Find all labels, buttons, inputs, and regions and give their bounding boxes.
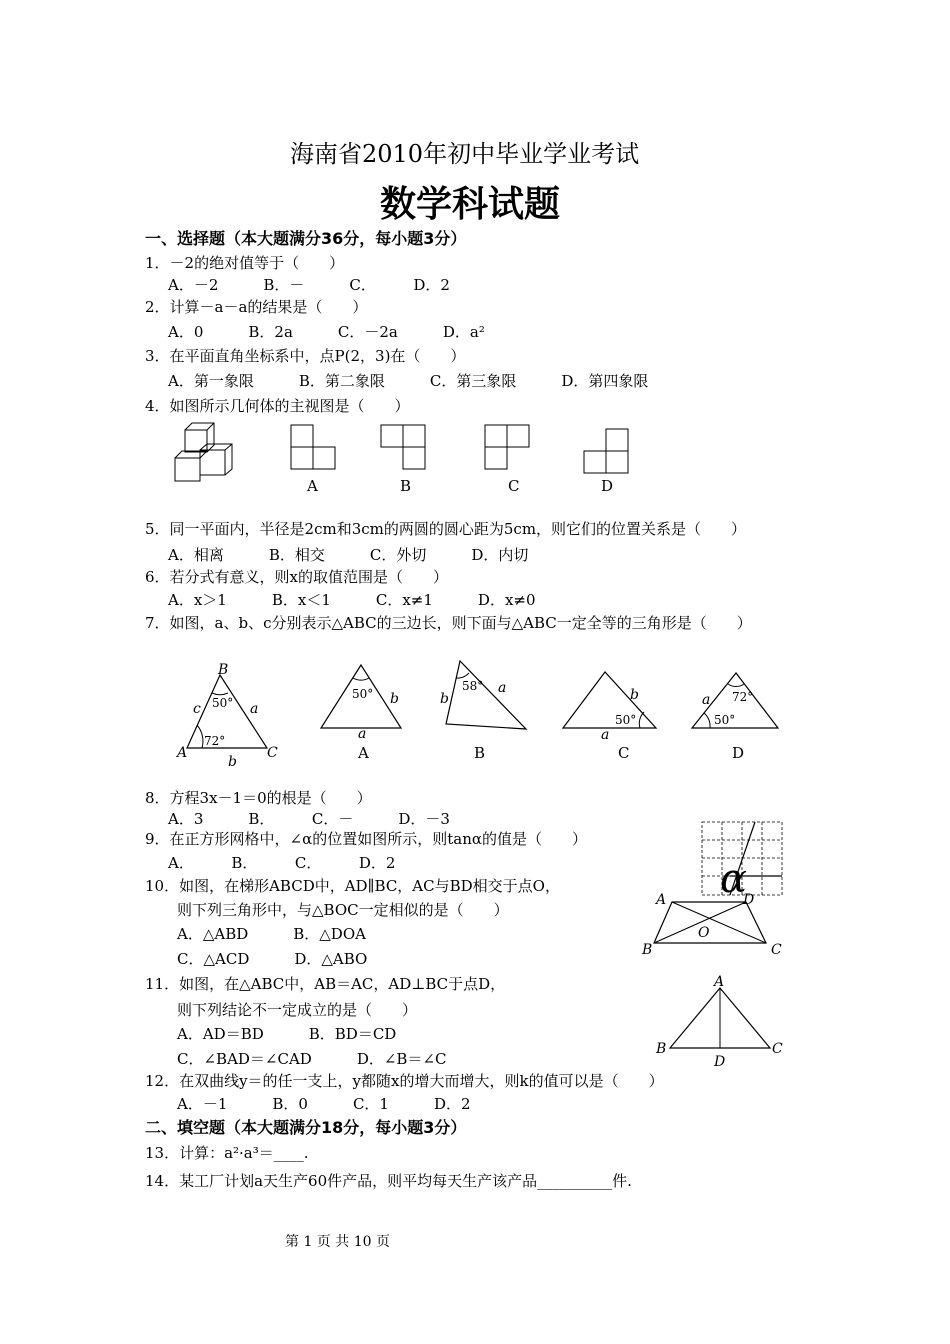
q7-main-side-a: a bbox=[250, 701, 259, 717]
q8-options: A．3 B． C．－ D．－3 bbox=[168, 810, 450, 828]
q7-a-side-b: b bbox=[390, 691, 399, 707]
q7-d-angle-left: 50° bbox=[714, 713, 736, 727]
q4-label-d: D bbox=[601, 477, 614, 495]
q7-main-side-c: c bbox=[193, 701, 201, 717]
q14-stem: 14．某工厂计划a天生产60件产品，则平均每天生产该产品__________件. bbox=[145, 1172, 632, 1190]
q4-option-c-figure bbox=[484, 424, 534, 474]
q7-label-a: A bbox=[358, 744, 369, 762]
q7-main-vertex-c: C bbox=[267, 745, 278, 761]
q7-main-vertex-b: B bbox=[218, 662, 229, 678]
q7-label-b: B bbox=[474, 744, 486, 762]
q10-vertex-a: A bbox=[656, 892, 667, 908]
q11-stem: 11．如图，在△ABC中，AB＝AC，AD⊥BC于点D， bbox=[145, 975, 506, 993]
q7-label-d: D bbox=[732, 744, 745, 762]
q11-options-line1: A．AD＝BD B．BD＝CD bbox=[177, 1025, 397, 1043]
q7-option-a-triangle bbox=[318, 660, 408, 740]
q7-a-side-a: a bbox=[358, 726, 367, 742]
q9-options: A． B． C． D．2 bbox=[168, 854, 396, 872]
q6-options: A．x＞1 B．x＜1 C．x≠1 D．x≠0 bbox=[168, 591, 536, 609]
q7-c-side-b: b bbox=[630, 687, 639, 703]
q7-option-d-triangle bbox=[690, 668, 785, 738]
q7-main-vertex-a: A bbox=[177, 745, 188, 761]
q11-stem-line2: 则下列结论不一定成立的是（ ） bbox=[177, 1001, 418, 1019]
section-heading-choice: 一、选择题（本大题满分36分，每小题3分） bbox=[145, 229, 467, 248]
q7-main-triangle bbox=[170, 660, 290, 770]
q11-point-d: D bbox=[714, 1054, 726, 1070]
q10-trapezoid-figure bbox=[640, 888, 790, 960]
q10-stem-line2: 则下列三角形中，与△BOC一定相似的是（ ） bbox=[177, 901, 509, 919]
q7-b-angle: 58° bbox=[462, 679, 484, 693]
q7-a-angle: 50° bbox=[352, 687, 374, 701]
q4-label-c: C bbox=[508, 477, 520, 495]
q1-options: A．－2 B．－ C． D．2 bbox=[168, 276, 450, 294]
q9-stem: 9．在正方形网格中，∠α的位置如图所示，则tanα的值是（ ） bbox=[145, 830, 588, 848]
q4-option-a-figure bbox=[290, 424, 340, 474]
q7-d-side-a: a bbox=[702, 692, 711, 708]
q9-alpha-label: α bbox=[720, 856, 748, 902]
q2-stem: 2．计算－a－a的结果是（ ） bbox=[145, 298, 368, 316]
q4-label-a: A bbox=[307, 477, 318, 495]
q10-options-line1: A．△ABD B．△DOA bbox=[177, 925, 366, 943]
q7-b-side-a: a bbox=[498, 680, 507, 696]
q4-label-b: B bbox=[400, 477, 412, 495]
q11-vertex-c: C bbox=[772, 1041, 783, 1057]
q6-stem: 6．若分式有意义，则x的取值范围是（ ） bbox=[145, 568, 449, 586]
q7-main-angle-b: 50° bbox=[212, 696, 234, 710]
q7-main-angle-a: 72° bbox=[204, 734, 226, 748]
q7-stem: 7．如图，a、b、c分别表示△ABC的三边长，则下面与△ABC一定全等的三角形是（ ） bbox=[145, 614, 752, 632]
section-heading-fill: 二、填空题（本大题满分18分，每小题3分） bbox=[145, 1118, 467, 1137]
q7-option-c-triangle bbox=[560, 668, 660, 748]
q5-stem: 5．同一平面内，半径是2cm和3cm的两圆的圆心距为5cm，则它们的位置关系是（ ） bbox=[145, 520, 747, 538]
q7-c-side-a: a bbox=[601, 727, 610, 743]
q10-vertex-b: B bbox=[642, 942, 653, 958]
q1-stem: 1．－2的绝对值等于（ ） bbox=[145, 254, 345, 272]
q10-options-line2: C．△ACD D．△ABO bbox=[177, 950, 368, 968]
q4-option-d-figure bbox=[583, 428, 633, 478]
q7-d-angle-top: 72° bbox=[732, 690, 754, 704]
q3-options: A．第一象限 B．第二象限 C．第三象限 D．第四象限 bbox=[168, 372, 649, 390]
q4-option-b-figure bbox=[380, 424, 430, 474]
q7-option-b-triangle bbox=[438, 656, 533, 736]
q12-options: A．－1 B．0 C．1 D．2 bbox=[177, 1095, 471, 1113]
q3-stem: 3．在平面直角坐标系中，点P(2，3)在（ ） bbox=[145, 347, 466, 365]
q4-stem: 4．如图所示几何体的主视图是（ ） bbox=[145, 397, 410, 415]
q10-point-o: O bbox=[698, 925, 710, 941]
q11-vertex-a: A bbox=[714, 974, 725, 990]
q10-vertex-c: C bbox=[771, 942, 782, 958]
q4-solid-figure bbox=[170, 420, 240, 485]
q11-triangle-figure bbox=[652, 970, 792, 1070]
q12-stem: 12．在双曲线y＝的任一支上，y都随x的增大而增大，则k的值可以是（ ） bbox=[145, 1072, 664, 1090]
q7-label-c: C bbox=[618, 744, 630, 762]
q2-options: A．0 B．2a C．－2a D．a² bbox=[168, 323, 485, 341]
q7-c-angle: 50° bbox=[615, 713, 637, 727]
q11-vertex-b: B bbox=[656, 1041, 667, 1057]
q5-options: A．相离 B．相交 C．外切 D．内切 bbox=[168, 546, 529, 564]
q7-main-side-b: b bbox=[228, 754, 237, 770]
q13-stem: 13．计算：a²·a³＝____. bbox=[145, 1144, 309, 1162]
q11-options-line2: C．∠BAD＝∠CAD D．∠B＝∠C bbox=[177, 1050, 447, 1068]
q8-stem: 8．方程3x－1＝0的根是（ ） bbox=[145, 789, 372, 807]
q10-stem: 10．如图，在梯形ABCD中，AD∥BC，AC与BD相交于点O， bbox=[145, 877, 560, 895]
q10-vertex-d: D bbox=[743, 892, 755, 908]
subject-title: 数学科试题 bbox=[380, 184, 561, 225]
q7-b-side-b: b bbox=[440, 691, 449, 707]
page-footer: 第 1 页 共 10 页 bbox=[285, 1234, 390, 1250]
exam-title: 海南省2010年初中毕业学业考试 bbox=[290, 140, 640, 168]
